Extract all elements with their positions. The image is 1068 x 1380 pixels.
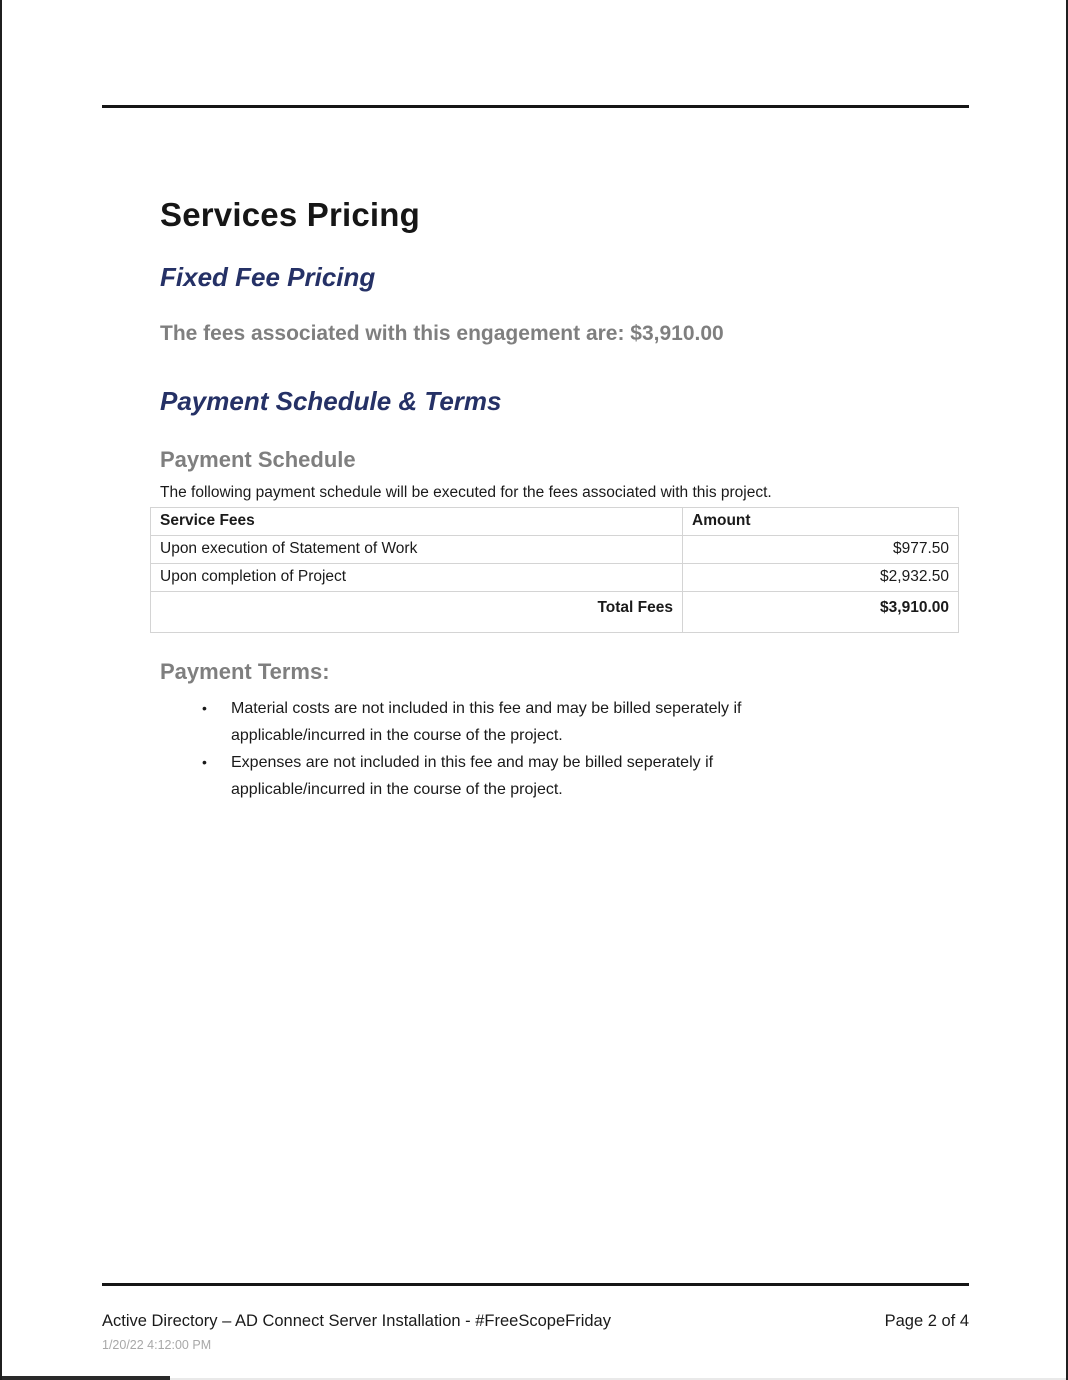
bullet-line: Material costs are not included in this fee and may be billed seperately if <box>231 700 742 717</box>
table-row <box>151 564 959 592</box>
bullet-icon: • <box>202 700 207 716</box>
bullet-text <box>231 749 713 803</box>
column-header-service-fees: Service Fees <box>151 508 683 536</box>
page-title: Services Pricing <box>160 196 421 233</box>
bullet-icon: • <box>202 754 207 770</box>
table-header-row <box>151 508 959 536</box>
payment-terms-heading: Payment Terms: <box>160 659 330 684</box>
fixed-fee-pricing-heading: Fixed Fee Pricing <box>160 262 376 292</box>
fee-row-label: Upon completion of Project <box>151 564 683 592</box>
table-total-row <box>151 592 959 633</box>
payment-terms-list <box>202 695 842 803</box>
bullet-line: applicable/incurred in the course of the project. <box>231 727 563 744</box>
fee-row-amount: $2,932.50 <box>683 564 959 592</box>
footer-document-title: Active Directory – AD Connect Server Installation - #FreeScopeFriday <box>102 1312 611 1330</box>
page-bottom-edge <box>2 1376 170 1380</box>
column-header-amount: Amount <box>683 508 959 536</box>
table-row <box>151 536 959 564</box>
bullet-line: Expenses are not included in this fee and may be billed seperately if <box>231 754 714 771</box>
list-item <box>202 695 842 749</box>
payment-schedule-heading: Payment Schedule <box>160 447 356 472</box>
payment-schedule-table <box>150 507 959 633</box>
bullet-text <box>231 695 742 749</box>
engagement-fees-line: The fees associated with this engagement are: $3,910.00 <box>160 322 724 345</box>
header-divider-line <box>102 105 969 108</box>
footer-timestamp: 1/20/22 4:12:00 PM <box>102 1338 212 1352</box>
bullet-line: applicable/incurred in the course of the project. <box>231 781 563 798</box>
fee-row-label: Upon execution of Statement of Work <box>151 536 683 564</box>
payment-schedule-intro: The following payment schedule will be executed for the fees associated with this project. <box>160 484 772 501</box>
total-fees-amount: $3,910.00 <box>683 592 959 633</box>
list-item <box>202 749 842 803</box>
payment-schedule-terms-heading: Payment Schedule & Terms <box>160 386 502 416</box>
fee-row-amount: $977.50 <box>683 536 959 564</box>
footer <box>102 1312 969 1331</box>
footer-page-number: Page 2 of 4 <box>884 1312 969 1330</box>
footer-divider-line <box>102 1283 969 1286</box>
total-fees-label: Total Fees <box>151 592 683 633</box>
